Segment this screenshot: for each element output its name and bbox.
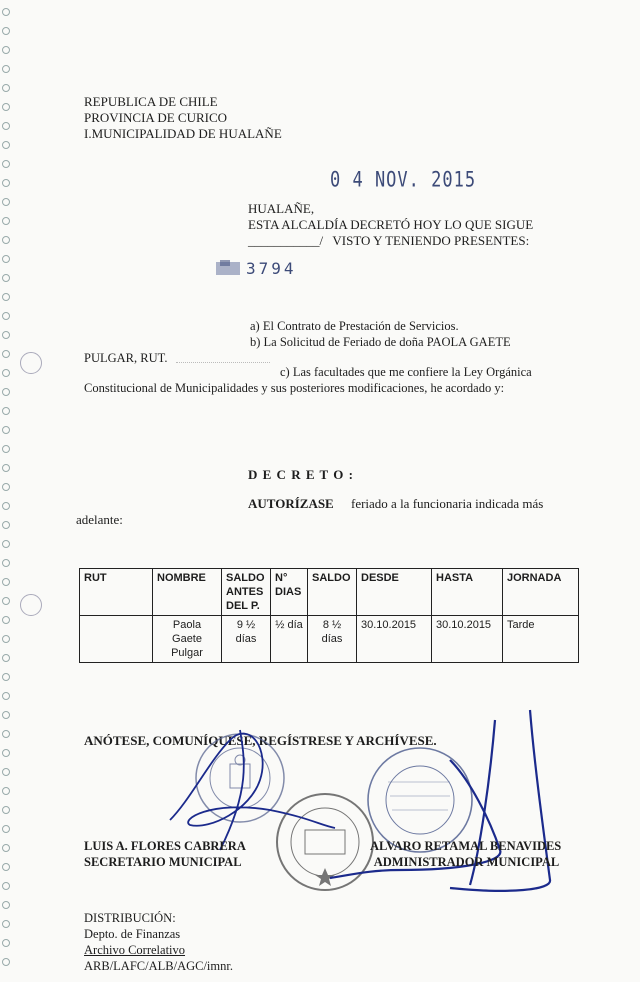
- letterhead: [84, 94, 282, 142]
- binder-hole: [2, 407, 10, 415]
- decree-text-cont: adelante:: [76, 512, 123, 527]
- binder-hole: [2, 578, 10, 586]
- binder-hole: [2, 274, 10, 282]
- decree-number-stamp: [212, 258, 297, 278]
- administrator-seal-icon: [368, 748, 472, 852]
- binder-hole: [2, 559, 10, 567]
- consideration-b: [250, 334, 578, 350]
- binder-hole: [2, 445, 10, 453]
- binder-hole: [2, 122, 10, 130]
- binder-hole: [2, 141, 10, 149]
- punch-hole: [20, 352, 42, 374]
- distribution-item-1: Depto. de Finanzas: [84, 927, 181, 941]
- distribution-item-2: Archivo Correlativo: [84, 943, 186, 957]
- binder-hole: [2, 844, 10, 852]
- table-header-row: [80, 569, 579, 616]
- binder-hole: [2, 502, 10, 510]
- consideration-c: c) Las facultades que me confiere la Ley Orgánica: [280, 365, 532, 379]
- binder-hole: [2, 597, 10, 605]
- header-dias: N° DIAS: [271, 569, 308, 616]
- decree-text: feriado a la funcionaria indicada más: [350, 496, 544, 511]
- consideration-b-text: b) La Solicitud de Feriado de doña PAOLA GAETE: [250, 335, 511, 349]
- binder-hole: [2, 426, 10, 434]
- letterhead-country: REPUBLICA DE CHILE: [84, 94, 218, 109]
- binder-hole: [2, 312, 10, 320]
- cell-rut: [80, 616, 153, 663]
- binder-hole: [2, 635, 10, 643]
- binder-hole: [2, 464, 10, 472]
- decree-number: 3794: [246, 258, 297, 278]
- distribution-initials: ARB/LAFC/ALB/AGC/imnr.: [84, 959, 233, 973]
- header-desde: DESDE: [357, 569, 432, 616]
- header-rut: RUT: [80, 569, 153, 616]
- binder-hole: [2, 768, 10, 776]
- signatures-and-seals: [150, 700, 620, 910]
- binder-hole: [2, 825, 10, 833]
- letterhead-province: PROVINCIA DE CURICO: [84, 110, 228, 125]
- distribution-title: DISTRIBUCIÓN:: [84, 911, 176, 925]
- binder-hole: [2, 236, 10, 244]
- binder-hole: [2, 27, 10, 35]
- closing-formula: ANÓTESE, COMUNÍQUESE, REGÍSTRESE Y ARCHÍVESE.: [84, 733, 437, 748]
- intro-line1: ESTA ALCALDÍA DECRETÓ HOY LO QUE SIGUE: [248, 217, 534, 232]
- punch-hole: [20, 594, 42, 616]
- letterhead-municipality: I.MUNICIPALIDAD DE HUALAÑE: [84, 126, 282, 141]
- decree-title: D E C R E T O :: [248, 467, 354, 482]
- left-signatory-title: SECRETARIO MUNICIPAL: [84, 855, 242, 869]
- binder-hole: [2, 673, 10, 681]
- cell-saldo: 8 ½ días: [308, 616, 357, 663]
- binder-hole: [2, 806, 10, 814]
- header-nombre: NOMBRE: [153, 569, 222, 616]
- stamp-mark-icon: [212, 258, 246, 278]
- left-signature-icon: [170, 730, 335, 850]
- binder-hole: [2, 692, 10, 700]
- header-saldo-antes: SALDO ANTES DEL P.: [222, 569, 271, 616]
- binder-hole: [2, 483, 10, 491]
- consideration-b-rut: PULGAR, RUT.: [84, 351, 168, 365]
- table-row: [80, 616, 579, 663]
- distribution-block: [84, 910, 233, 974]
- binder-hole: [2, 654, 10, 662]
- binder-hole: [2, 198, 10, 206]
- binder-hole: [2, 787, 10, 795]
- binder-hole: [2, 331, 10, 339]
- binder-hole: [2, 920, 10, 928]
- intro-place: HUALAÑE,: [248, 201, 315, 216]
- binder-hole: [2, 939, 10, 947]
- cell-desde: 30.10.2015: [357, 616, 432, 663]
- binder-hole: [2, 882, 10, 890]
- municipality-seal-icon: [277, 794, 373, 890]
- left-signatory-name: LUIS A. FLORES CABRERA: [84, 839, 246, 853]
- cell-saldo-antes: 9 ½ días: [222, 616, 271, 663]
- left-signatory: [84, 838, 246, 870]
- binder-hole: [2, 8, 10, 16]
- binder-hole: [2, 958, 10, 966]
- cell-hasta: 30.10.2015: [432, 616, 503, 663]
- right-signatory: [370, 838, 561, 870]
- intro-line2: [248, 233, 533, 249]
- intro-block: [248, 201, 533, 249]
- cell-nombre: Paola Gaete Pulgar: [153, 616, 222, 663]
- binder-hole: [2, 160, 10, 168]
- header-saldo: SALDO: [308, 569, 357, 616]
- consideration-a: a) El Contrato de Prestación de Servicios.: [250, 319, 459, 333]
- right-signatory-name: ALVARO RETAMAL BENAVIDES: [370, 839, 562, 853]
- binder-hole: [2, 46, 10, 54]
- header-jornada: JORNADA: [503, 569, 579, 616]
- decree-body: [248, 496, 578, 512]
- redacted-rut: [176, 362, 270, 363]
- intro-blank: ___________/: [248, 233, 324, 248]
- binder-hole: [2, 540, 10, 548]
- binder-hole: [2, 84, 10, 92]
- binder-hole: [2, 293, 10, 301]
- date-stamp: 0 4 NOV. 2015: [330, 167, 477, 193]
- binder-hole: [2, 616, 10, 624]
- binder-hole: [2, 863, 10, 871]
- binder-hole: [2, 521, 10, 529]
- right-signatory-title: ADMINISTRADOR MUNICIPAL: [373, 855, 560, 869]
- binder-hole: [2, 65, 10, 73]
- binder-hole: [2, 711, 10, 719]
- decree-lead: AUTORÍZASE: [248, 496, 334, 511]
- header-hasta: HASTA: [432, 569, 503, 616]
- leave-table: [79, 568, 579, 663]
- binder-hole: [2, 901, 10, 909]
- binder-hole: [2, 179, 10, 187]
- binder-hole: [2, 369, 10, 377]
- intro-visto: VISTO Y TENIENDO PRESENTES:: [332, 233, 530, 248]
- binder-hole: [2, 103, 10, 111]
- binder-holes: [0, 0, 12, 982]
- cell-jornada: Tarde: [503, 616, 579, 663]
- binder-hole: [2, 749, 10, 757]
- cell-dias: ½ día: [271, 616, 308, 663]
- binder-hole: [2, 255, 10, 263]
- binder-hole: [2, 217, 10, 225]
- binder-hole: [2, 350, 10, 358]
- binder-hole: [2, 388, 10, 396]
- consideration-c-cont: Constitucional de Municipalidades y sus posteriores modificaciones, he acordado y:: [84, 381, 505, 395]
- binder-hole: [2, 730, 10, 738]
